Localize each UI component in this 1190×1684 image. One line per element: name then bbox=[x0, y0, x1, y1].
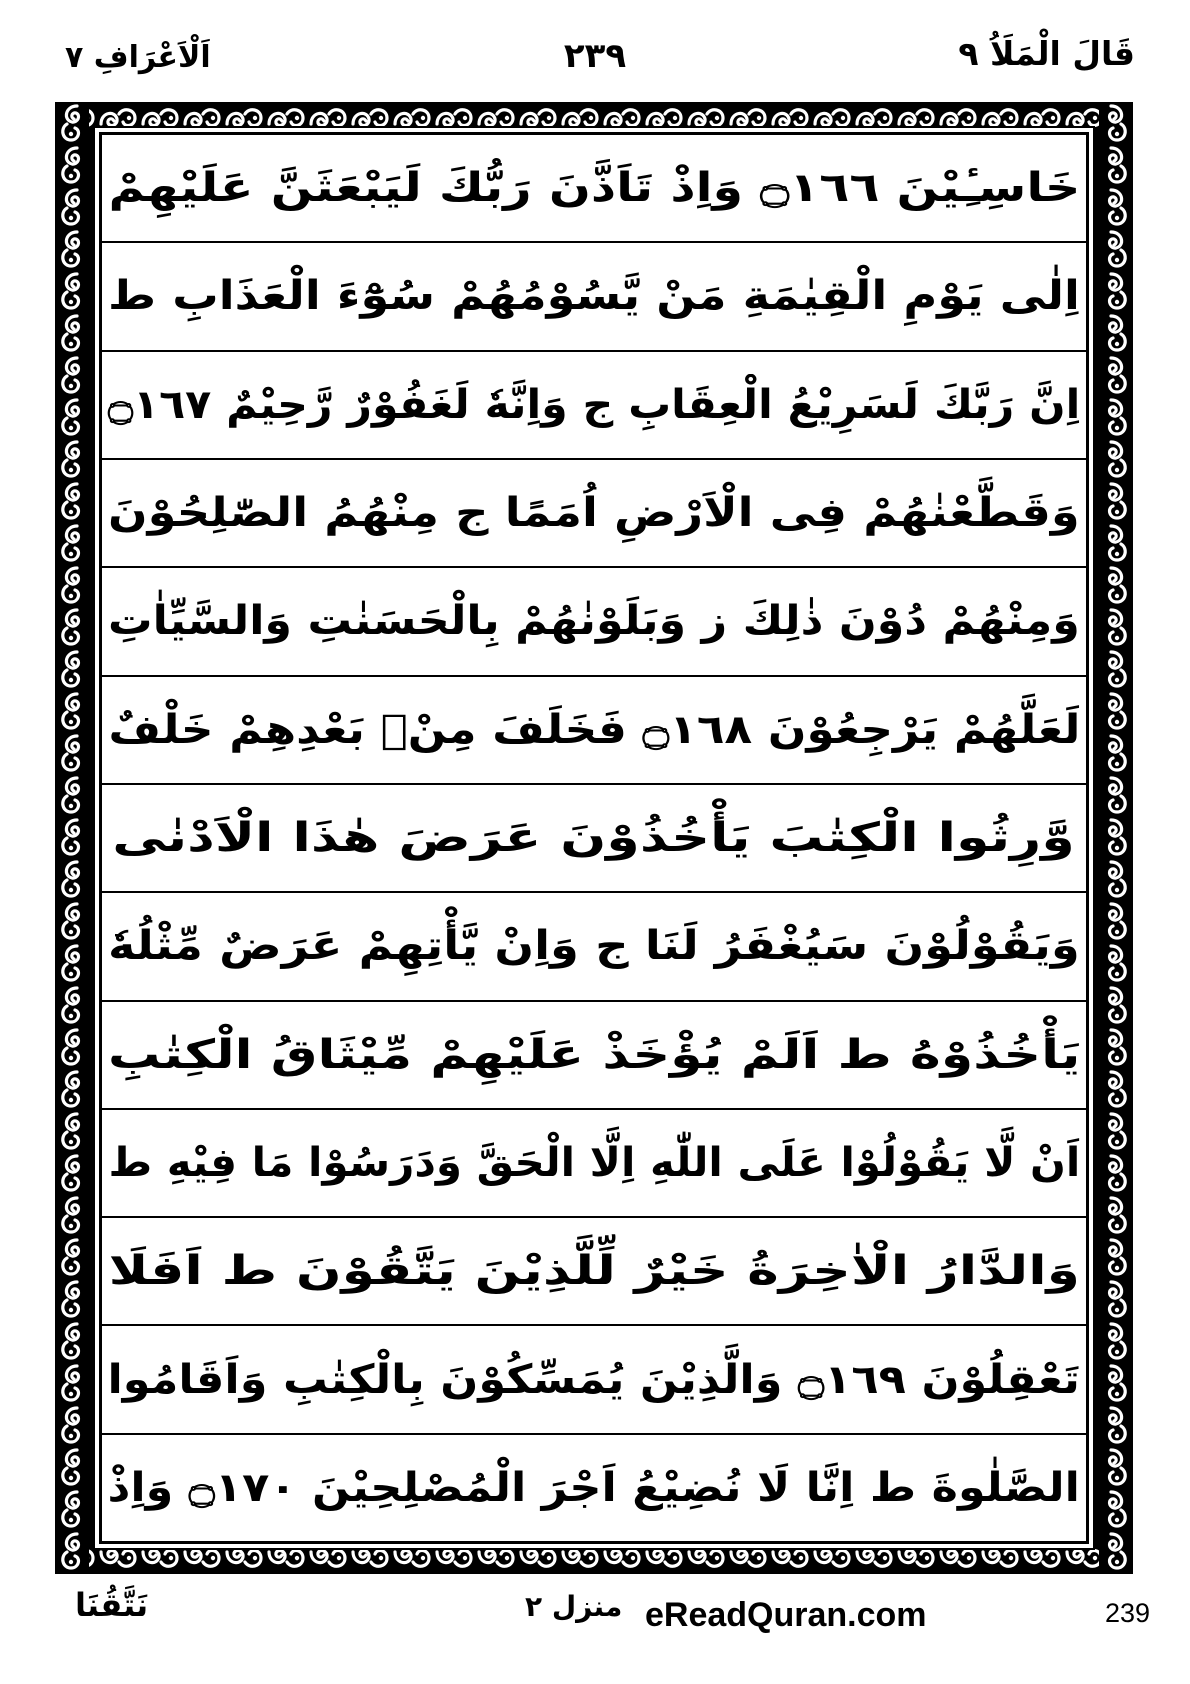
ayah-line-text: تَعْقِلُوْنَ ۝١٦٩ وَالَّذِيْنَ يُمَسِّكُوْنَ بِالْكِتٰبِ وَاَقَامُوا bbox=[107, 1356, 1081, 1403]
ayah-line bbox=[102, 243, 1086, 351]
ayah-line bbox=[102, 1218, 1086, 1326]
ayah-line-text: اِلٰى يَوْمِ الْقِيٰمَةِ مَنْ يَّسُوْمُهُمْ سُوْٓءَ الْعَذَابِ ط bbox=[108, 273, 1080, 320]
ayah-line-text: وَيَقُوْلُوْنَ سَيُغْفَرُ لَنَا ج وَاِنْ يَّأْتِهِمْ عَرَضٌ مِّثْلُهٗ bbox=[108, 923, 1080, 970]
site-label: eReadQuran.com bbox=[645, 1596, 927, 1634]
ayah-line bbox=[102, 1002, 1086, 1110]
ayah-line bbox=[102, 460, 1086, 568]
ayah-line bbox=[102, 893, 1086, 1001]
ayah-line-text: الصَّلٰوةَ ط اِنَّا لَا نُضِيْعُ اَجْرَ الْمُصْلِحِيْنَ ۝١٧٠ وَاِذْ bbox=[107, 1464, 1081, 1511]
ayah-line-text: وَمِنْهُمْ دُوْنَ ذٰلِكَ ز وَبَلَوْنٰهُمْ بِالْحَسَنٰتِ وَالسَّيِّاٰتِ bbox=[108, 598, 1080, 645]
border-ornament-left bbox=[55, 102, 89, 1574]
ayah-line bbox=[102, 135, 1086, 243]
catchword: نَتَّقُنَا bbox=[75, 1586, 149, 1624]
ayah-line bbox=[102, 1435, 1086, 1541]
ayah-line bbox=[102, 568, 1086, 676]
ayah-line-text: خَاسِـِٔيْنَ ۝١٦٦ وَاِذْ تَاَذَّنَ رَبُّكَ لَيَبْعَثَنَّ عَلَيْهِمْ bbox=[108, 165, 1080, 212]
page-footer bbox=[55, 1586, 1150, 1656]
ayah-line bbox=[102, 785, 1086, 893]
ayah-line bbox=[102, 1326, 1086, 1434]
surah-label: اَلْاَعْرَافِ ٧ bbox=[65, 40, 211, 75]
page-header bbox=[55, 34, 1135, 96]
page-number-arabic: ٢٣٩ bbox=[563, 36, 627, 76]
ayah-line bbox=[102, 352, 1086, 460]
ayah-line bbox=[102, 677, 1086, 785]
ayah-line-text: وَّرِثُوا الْكِتٰبَ يَأْخُذُوْنَ عَرَضَ هٰذَا الْاَدْنٰى bbox=[112, 815, 1076, 862]
manzil-label: منزل ٢ bbox=[525, 1590, 623, 1623]
ayah-line-text: يَأْخُذُوْهُ ط اَلَمْ يُؤْخَذْ عَلَيْهِمْ مِّيْثَاقُ الْكِتٰبِ bbox=[107, 1031, 1081, 1078]
ayah-line-text: لَعَلَّهُمْ يَرْجِعُوْنَ ۝١٦٨ فَخَلَفَ مِنْۢ بَعْدِهِمْ خَلْفٌ bbox=[108, 706, 1080, 753]
page-number-latin: 239 bbox=[1104, 1598, 1150, 1628]
ayah-line-text: وَالدَّارُ الْاٰخِرَةُ خَيْرٌ لِّلَّذِيْنَ يَتَّقُوْنَ ط اَفَلَا bbox=[108, 1248, 1080, 1295]
ayah-line-text: اِنَّ رَبَّكَ لَسَرِيْعُ الْعِقَابِ ج وَاِنَّهٗ لَغَفُوْرٌ رَّحِيْمٌ ۝١٦٧ bbox=[107, 381, 1081, 428]
ayah-line-text: اَنْ لَّا يَقُوْلُوْا عَلَى اللّٰهِ اِلَّا الْحَقَّ وَدَرَسُوْا مَا فِيْهِ ط bbox=[108, 1139, 1080, 1186]
juz-label: قَالَ الْمَلَاُ ٩ bbox=[958, 34, 1135, 73]
border-ornament-right bbox=[1099, 102, 1133, 1574]
ayah-line-text: وَقَطَّعْنٰهُمْ فِى الْاَرْضِ اُمَمًا ج مِنْهُمُ الصّٰلِحُوْنَ bbox=[108, 490, 1080, 537]
ayah-line bbox=[102, 1110, 1086, 1218]
ayah-lines bbox=[102, 135, 1086, 1541]
decorative-border-frame bbox=[55, 102, 1133, 1574]
